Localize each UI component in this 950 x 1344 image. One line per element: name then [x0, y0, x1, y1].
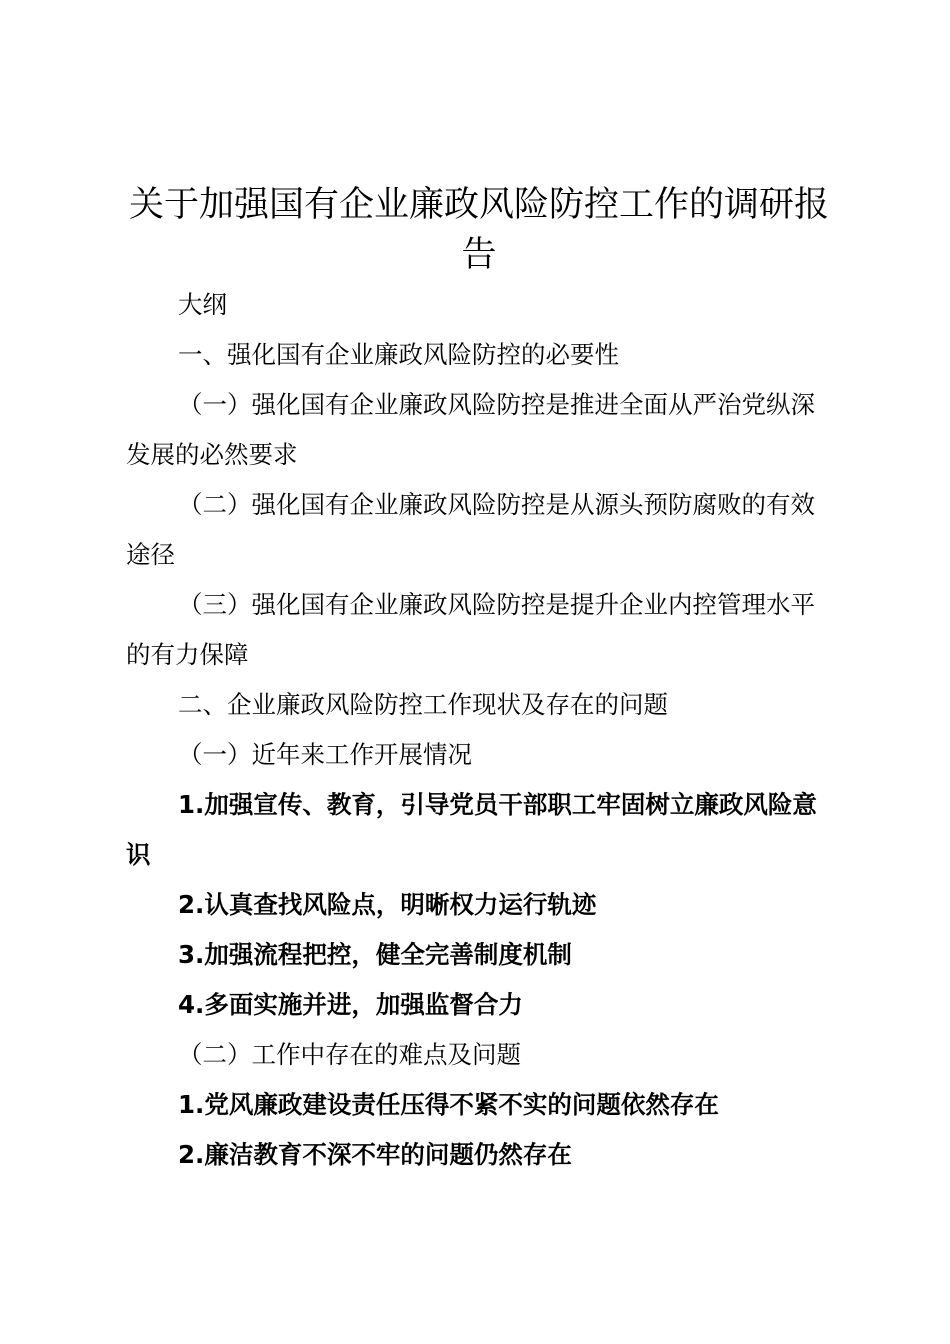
item-2-2-2: 2.廉洁教育不深不牢的问题仍然存在: [178, 1140, 572, 1169]
subsection-2-1: （一）近年来工作开展情况: [178, 740, 472, 769]
item-2-1-2: 2.认真查找风险点，明晰权力运行轨迹: [178, 890, 597, 919]
subsection-1-2: （二）强化国有企业廉政风险防控是从源头预防腐败的有效途径: [126, 490, 815, 569]
item-2-1-1: 1.加强宣传、教育，引导党员干部职工牢固树立廉政风险意识: [126, 790, 817, 869]
subsection-1-3: （三）强化国有企业廉政风险防控是提升企业内控管理水平的有力保障: [126, 590, 815, 669]
document-title: 关于加强国有企业廉政风险防控工作的调研报告: [128, 185, 829, 275]
subsection-2-2: （二）工作中存在的难点及问题: [178, 1040, 521, 1069]
item-2-1-3: 3.加强流程把控，健全完善制度机制: [178, 940, 572, 969]
outline-heading: 大纲: [178, 290, 227, 319]
section-heading-2: 二、企业廉政风险防控工作现状及存在的问题: [178, 690, 668, 719]
item-2-1-4: 4.多面实施并进，加强监督合力: [178, 990, 523, 1019]
subsection-1-1: （一）强化国有企业廉政风险防控是推进全面从严治党纵深发展的必然要求: [126, 390, 815, 469]
item-2-2-1: 1.党风廉政建设责任压得不紧不实的问题依然存在: [178, 1090, 719, 1119]
section-heading-1: 一、强化国有企业廉政风险防控的必要性: [178, 340, 619, 369]
